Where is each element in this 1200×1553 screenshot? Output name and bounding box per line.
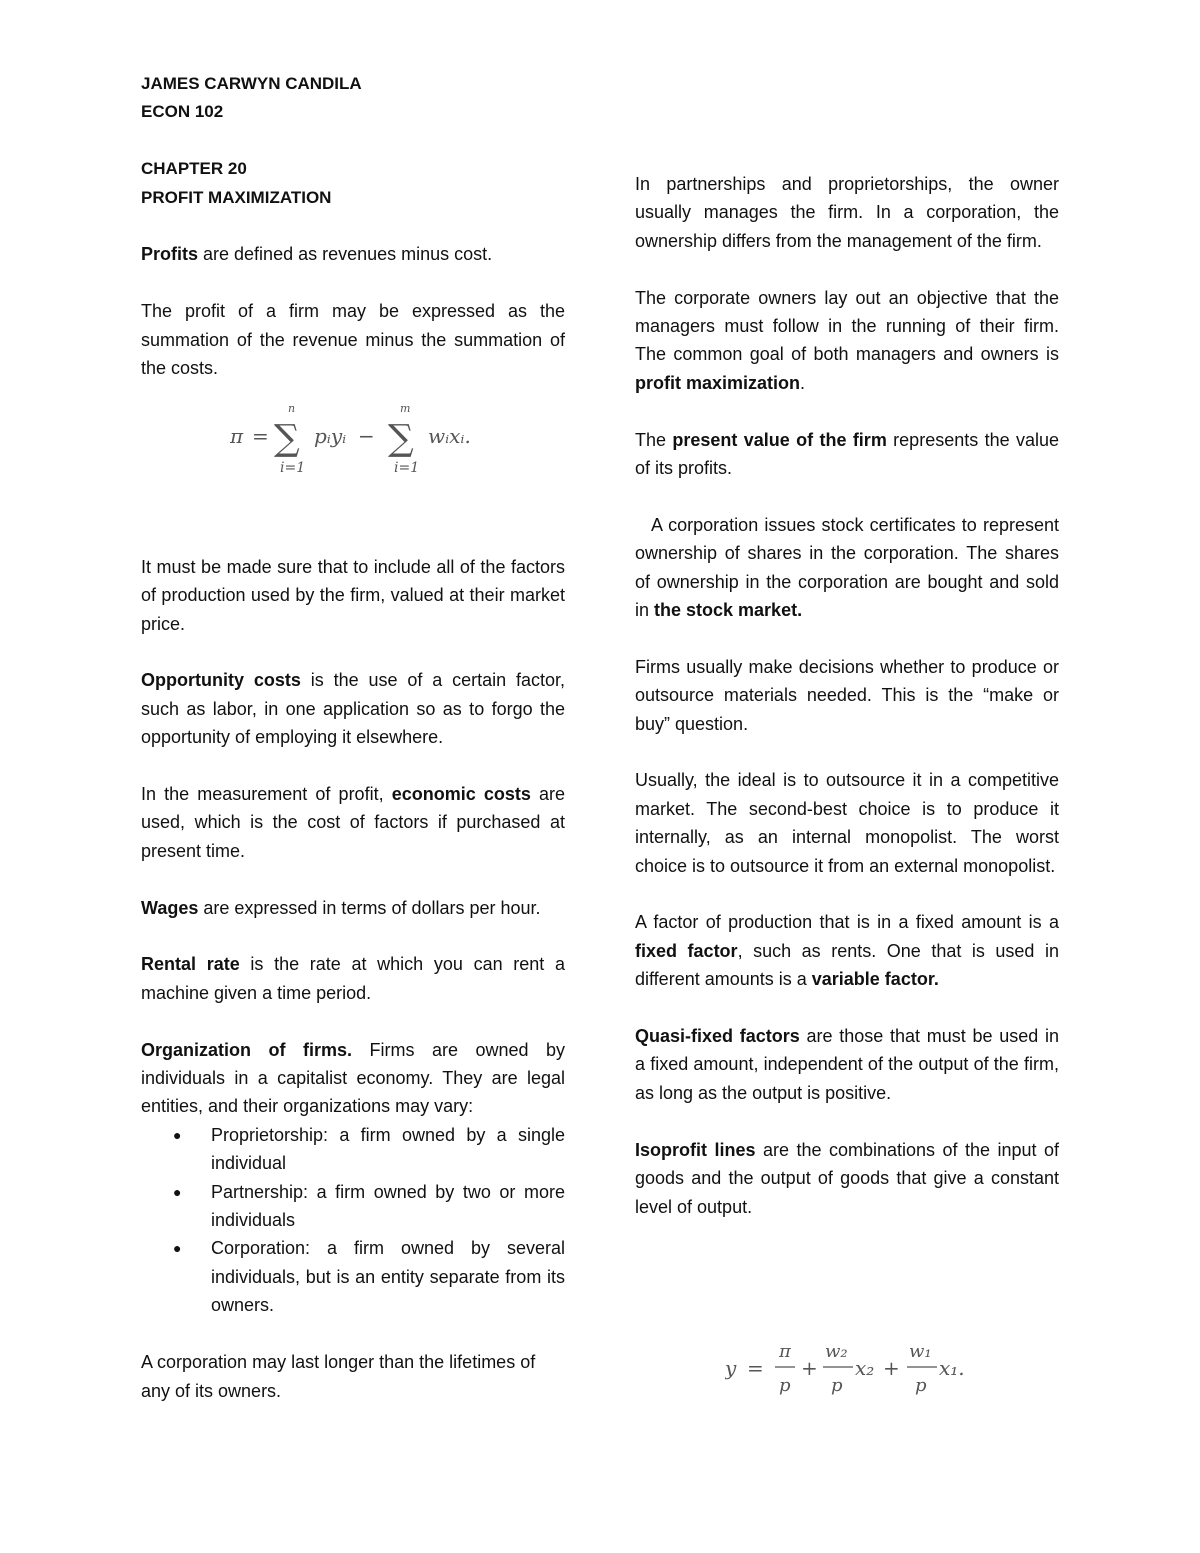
measurement-text-a: In the measurement of profit, xyxy=(141,784,392,805)
fixed-factor-term: fixed factor xyxy=(635,940,738,961)
iso-y: y xyxy=(725,1356,737,1380)
fixed-factor-paragraph xyxy=(635,908,1059,993)
outsource-paragraph: Usually, the ideal is to outsource it in a competitive market. The second-best choice is to produce it internally, as an internal monopolist. The worst choice is to outsource it from an external monopolist. xyxy=(635,770,1059,876)
isoprofit-term: Isoprofit lines xyxy=(635,1139,756,1160)
firm-types-list xyxy=(141,1121,565,1320)
wages-def: are expressed in terms of dollars per hour. xyxy=(198,897,541,918)
opportunity-cost-term: Opportunity costs xyxy=(141,670,301,691)
profit-maximization-term: profit maximization xyxy=(635,372,801,393)
owners-text-b: . xyxy=(800,372,806,393)
chapter-title: PROFIT MAXIMIZATION xyxy=(141,187,332,207)
iso-equals: = xyxy=(747,1356,764,1380)
right-column xyxy=(635,170,1059,1249)
profits-definition xyxy=(141,240,565,268)
formula-upper-n: n xyxy=(288,402,296,415)
iso-w2: w₂ xyxy=(825,1341,848,1362)
left-column xyxy=(141,70,565,1433)
list-item xyxy=(141,1121,565,1178)
iso-plus-1: + xyxy=(801,1356,818,1380)
opportunity-cost-paragraph xyxy=(141,666,565,751)
formula-term-1: pᵢyᵢ xyxy=(314,424,347,448)
quasi-fixed-term: Quasi-fixed factors xyxy=(635,1026,800,1047)
present-value-term: present value of the firm xyxy=(672,429,887,450)
iso-p-3: p xyxy=(915,1375,927,1396)
bullet-icon: ● xyxy=(173,1240,182,1257)
isoprofit-def: are the combinations of the input of goods and the output of goods that give a constant level of output. xyxy=(635,1139,1060,1217)
bullet-icon: ● xyxy=(173,1126,182,1143)
rental-rate-term: Rental rate xyxy=(141,954,240,975)
iso-x2: x₂ xyxy=(855,1356,875,1380)
iso-x1: x₁. xyxy=(939,1356,965,1380)
course-code: ECON 102 xyxy=(141,102,224,122)
wages-term: Wages xyxy=(141,897,199,918)
chapter-label: CHAPTER 20 xyxy=(141,159,247,179)
formula-upper-m: m xyxy=(400,402,411,415)
factors-paragraph: It must be made sure that to include all of the factors of production used by the firm, valued at their market price. xyxy=(141,556,565,634)
fixed-text-b: , such as rents. One that is used in different amounts is a xyxy=(635,940,1059,990)
quasi-fixed-def: are those that must be used in a fixed amount, independent of the output of the firm, as long as the output is positive. xyxy=(635,1026,1060,1103)
formula-lower-2: i=1 xyxy=(394,460,420,476)
formula-term-2: wᵢxᵢ. xyxy=(428,424,471,448)
formula-lower-1: i=1 xyxy=(280,460,306,476)
make-or-buy-paragraph: Firms usually make decisions whether to produce or outsource materials needed. This is the “make or buy” question. xyxy=(635,656,1059,734)
measurement-paragraph xyxy=(141,780,565,865)
fixed-text-a: A factor of production that is in a fixed amount is a xyxy=(635,912,1059,933)
rental-rate-def: is the rate at which you can rent a machine given a time period. xyxy=(141,954,565,1003)
isoprofit-formula xyxy=(725,1335,985,1405)
variable-factor-term: variable factor. xyxy=(811,969,939,990)
author-name: JAMES CARWYN CANDILA xyxy=(141,74,362,93)
stock-market-term: the stock market. xyxy=(654,600,803,621)
bullet-icon: ● xyxy=(173,1183,182,1200)
iso-w1: w₁ xyxy=(909,1341,932,1362)
corporation-lifetime-paragraph: A corporation may last longer than the lifetimes of any of its owners. xyxy=(141,1352,536,1401)
measurement-text-b: are used, which is the cost of factors if purchased at present time. xyxy=(141,784,565,861)
opportunity-cost-def: is the use of a certain factor, such as labor, in one application so as to forgo the opportunity of employing it elsewhere. xyxy=(141,670,566,748)
pv-text-a: The xyxy=(635,429,673,450)
formula-pi: π xyxy=(230,424,244,448)
isoprofit-paragraph xyxy=(635,1136,1059,1221)
list-item xyxy=(141,1178,565,1235)
stock-paragraph xyxy=(635,511,1059,625)
profit-expression-paragraph: The profit of a firm may be expressed as the summation of the revenue minus the summation of the costs. xyxy=(141,301,565,379)
owners-text-a: The corporate owners lay out an objective that the managers must follow in the running of their firm. The common goal of both managers and owners is xyxy=(635,287,1059,365)
pv-text-b: represents the value of its profits. xyxy=(635,429,1059,479)
formula-minus: − xyxy=(358,424,375,448)
wages-paragraph xyxy=(141,894,565,922)
list-item-text: Proprietorship: a firm owned by a single individual xyxy=(211,1124,565,1174)
formula-sigma-2: ∑ xyxy=(388,418,414,459)
profits-term: Profits xyxy=(141,244,199,265)
owners-objective-paragraph xyxy=(635,284,1059,398)
rental-rate-paragraph xyxy=(141,950,565,1007)
organization-term: Organization of firms. xyxy=(141,1039,352,1060)
organization-paragraph xyxy=(141,1036,565,1121)
iso-p-1: p xyxy=(779,1375,791,1396)
list-item-text: Corporation: a firm owned by several individuals, but is an entity separate from its owners. xyxy=(211,1238,565,1316)
profit-formula xyxy=(230,398,490,478)
list-item xyxy=(141,1234,565,1319)
economic-costs-term: economic costs xyxy=(391,784,531,805)
present-value-paragraph xyxy=(635,426,1059,483)
quasi-fixed-paragraph xyxy=(635,1022,1059,1107)
profits-def-text: are defined as revenues minus cost. xyxy=(198,244,493,265)
list-item-text: Partnership: a firm owned by two or more individuals xyxy=(211,1181,565,1231)
stock-text: A corporation issues stock certificates to represent ownership of shares in the corporation. The shares of ownership in the corporation are bought and sold in xyxy=(635,514,1059,621)
iso-p-2: p xyxy=(831,1375,843,1396)
iso-pi: π xyxy=(779,1341,791,1362)
formula-sigma-1: ∑ xyxy=(274,418,300,459)
iso-plus-2: + xyxy=(883,1356,900,1380)
organization-def: Firms are owned by individuals in a capitalist economy. They are legal entities, and their organizations may vary: xyxy=(141,1039,566,1117)
partnership-paragraph: In partnerships and proprietorships, the owner usually manages the firm. In a corporation, the ownership differs from the management of the firm. xyxy=(635,174,1059,251)
formula-equals: = xyxy=(252,424,269,448)
